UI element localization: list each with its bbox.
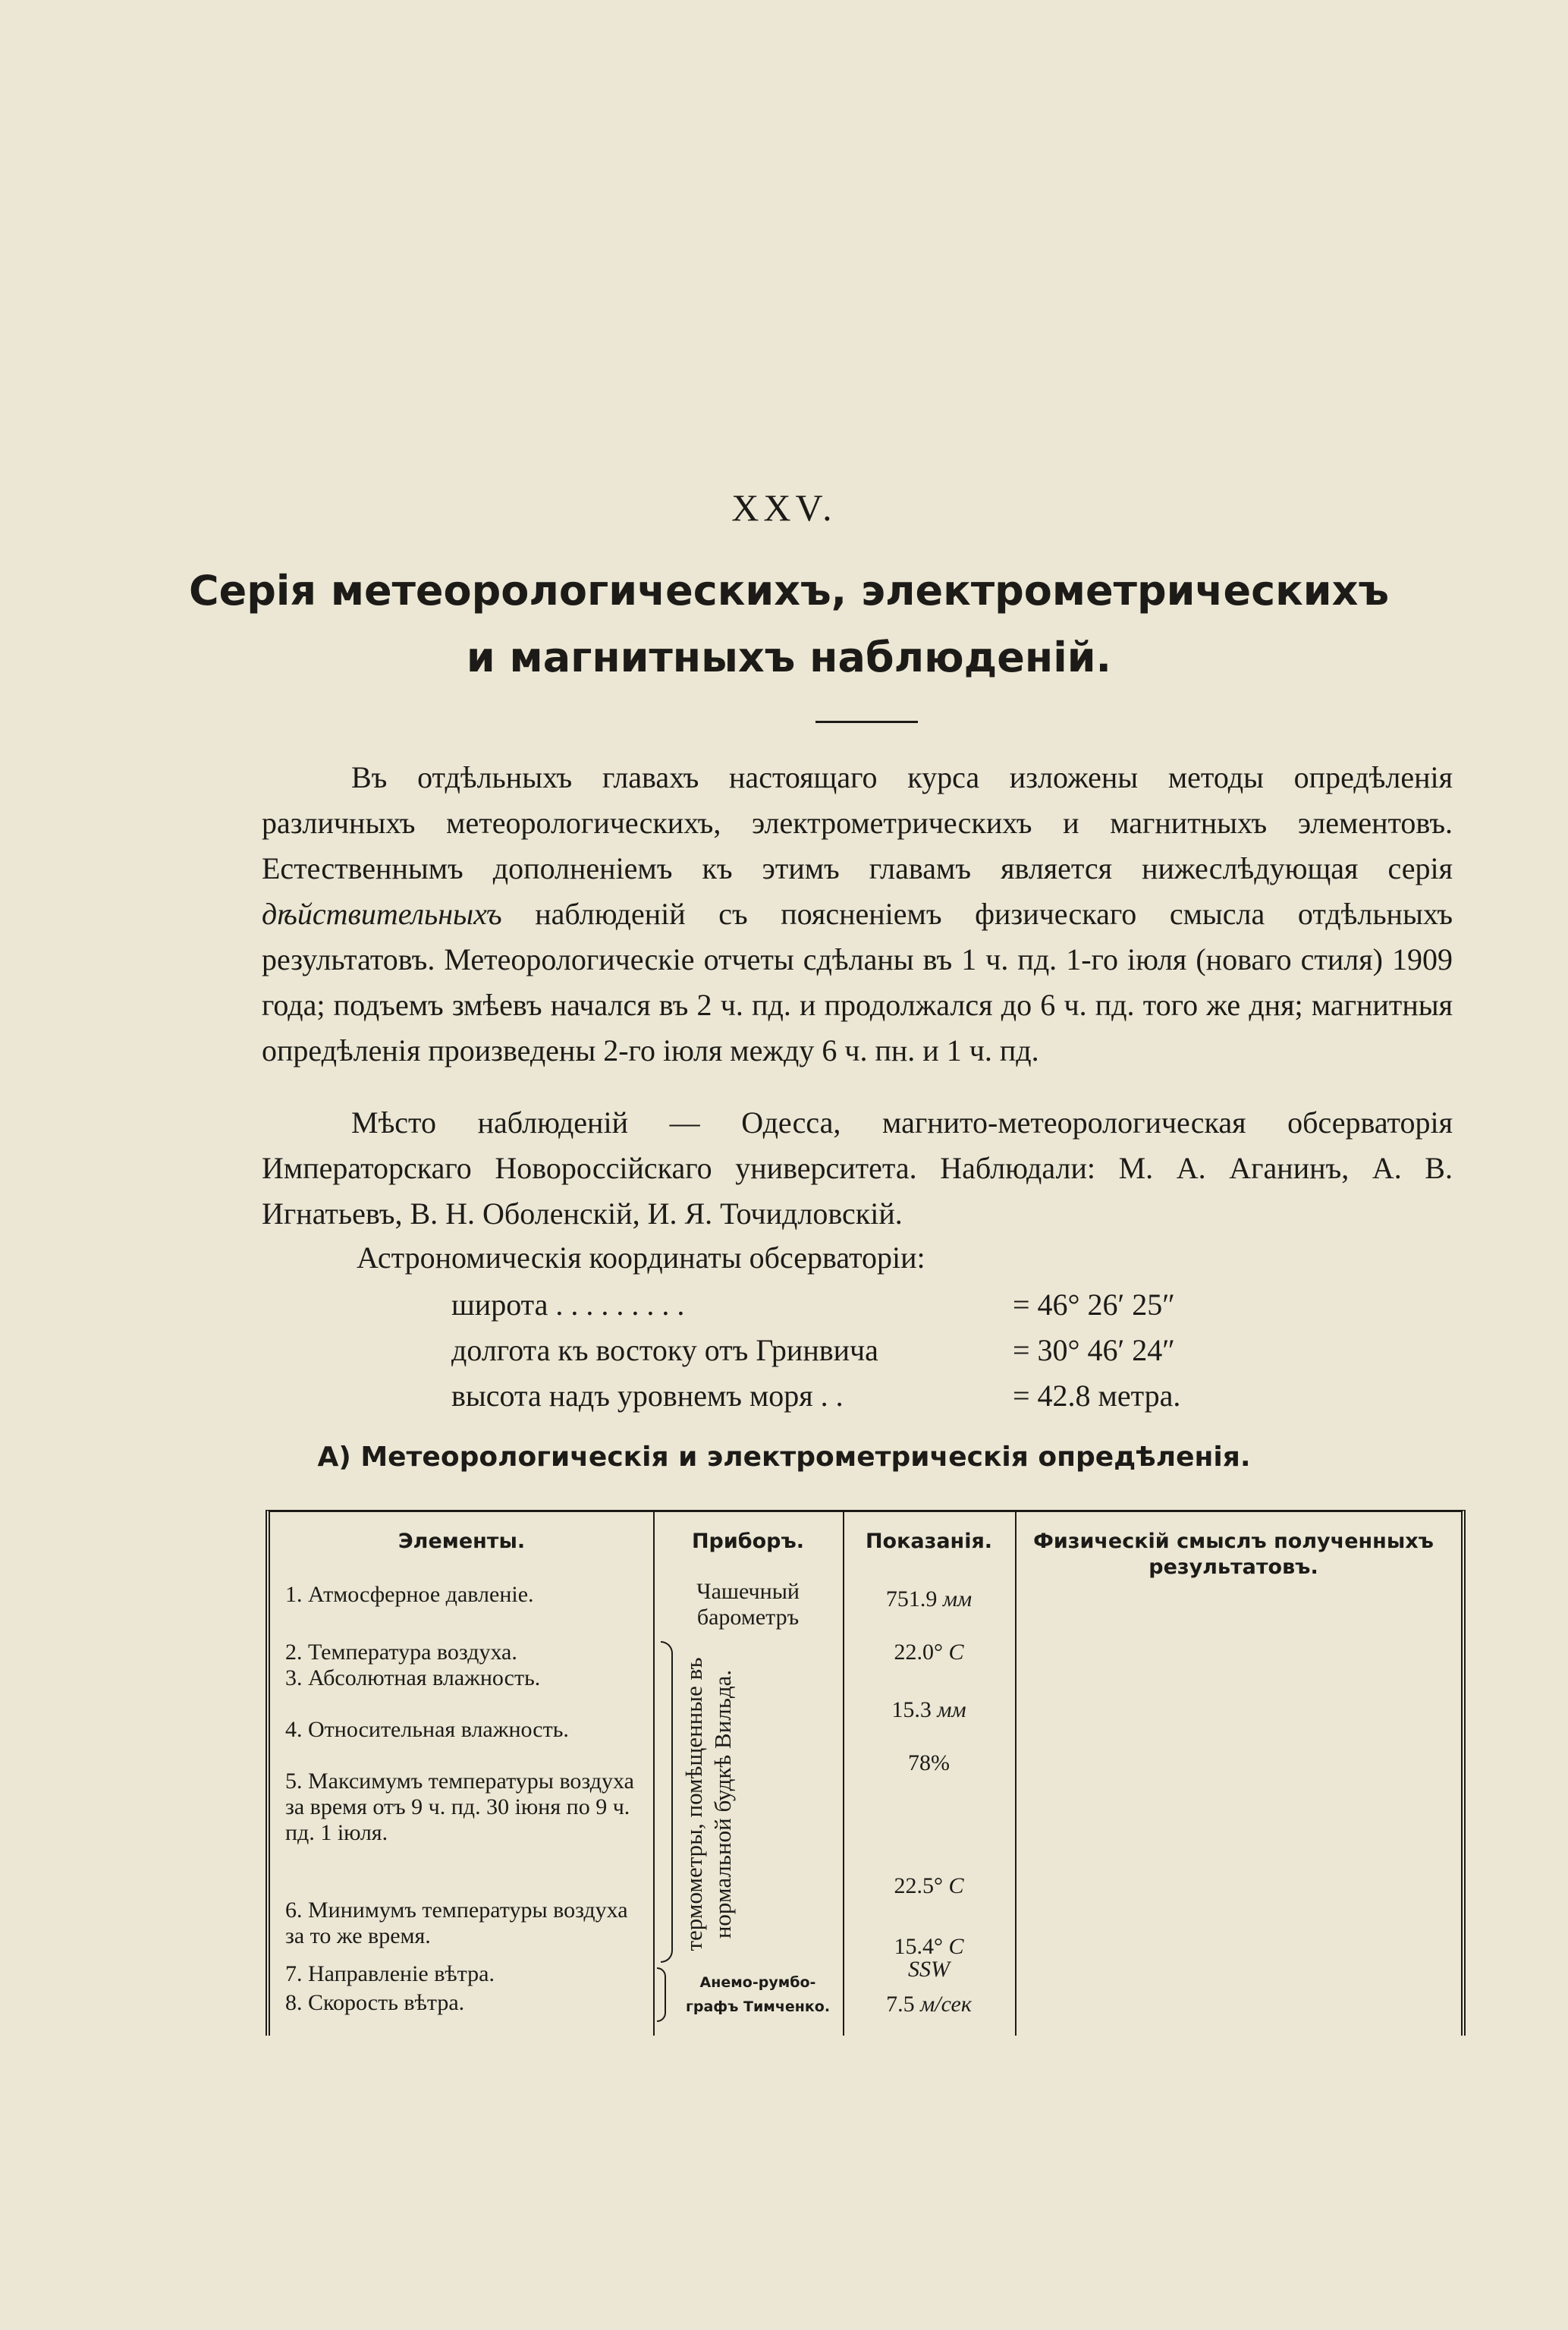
- coordinate-row: [451, 1282, 1180, 1328]
- intro-paragraph-2: Мѣсто наблюденій — Одесса, магнито-метеорологическая обсерваторія Императорскаго Новороссійскаго университета. Наблюдали: М. А. Аганинъ, А. В. Игнатьевъ, В. Н. Оболенскій, И. Я. Точидловскій.: [262, 1105, 1453, 1231]
- coordinate-label: широта . . . . . . . . .: [451, 1288, 685, 1322]
- section-a-heading: А) Метеорологическія и электрометрическія опредѣленія.: [317, 1442, 1251, 1473]
- reading-unit: мм: [937, 1697, 966, 1722]
- thermometer-brace: [661, 1641, 673, 1963]
- reading-value: 15.4°: [894, 1934, 943, 1959]
- coordinate-value: = 46° 26′ 25″: [1013, 1288, 1175, 1322]
- coordinate-value: = 30° 46′ 24″: [1013, 1333, 1175, 1367]
- device-anemometer-line-1: Анемо-румбо-: [699, 1974, 816, 1991]
- intro-emphasis: дѣйствительныхъ: [262, 897, 502, 931]
- element-cell: 3. Абсолютная влажность.: [285, 1665, 541, 1690]
- header-device: Приборъ.: [691, 1530, 805, 1553]
- page-title: [182, 558, 1396, 691]
- element-cell: 8. Скорость вѣтра.: [285, 1990, 465, 2015]
- element-cell: 2. Температура воздуха.: [285, 1640, 517, 1665]
- element-cell: 1. Атмосферное давленіе.: [285, 1582, 534, 1607]
- column-divider: [1015, 1512, 1017, 2036]
- intro-text-start: Въ отдѣльныхъ главахъ настоящаго курса изложены методы опредѣленія различныхъ метеорологическихъ, электрометрическихъ и магнитныхъ элементовъ. Естественнымъ дополненіемъ къ этимъ главамъ является нижеслѣдующая серія: [262, 760, 1453, 885]
- observations-table: [266, 1510, 1466, 2036]
- header-physical-meaning: Физическій смыслъ полученныхъ результатовъ.: [1033, 1530, 1434, 1579]
- reading-unit: мм: [942, 1586, 973, 1612]
- reading-value: 22.5°: [894, 1873, 943, 1898]
- reading-cell: [843, 1697, 1015, 1723]
- element-cell: 4. Относительная влажность.: [285, 1717, 569, 1742]
- anemometer-brace: [657, 1967, 666, 2022]
- header-readings: Показанія.: [865, 1530, 993, 1553]
- coordinates-heading: Астрономическія координаты обсерваторіи:: [357, 1240, 925, 1275]
- intro-text-end: наблюденій съ поясненіемъ физическаго смысла отдѣльныхъ результатовъ. Метеорологическіе отчеты сдѣланы въ 1 ч. пд. 1-го іюля (новаго стиля) 1909 года; подъемъ змѣевъ начался въ 2 ч. пд. и продолжался до 6 ч. пд. того же дня; магнитныя опредѣленія произведены 2-го іюля между 6 ч. пн. и 1 ч. пд.: [262, 897, 1453, 1068]
- reading-cell: [843, 1992, 1015, 2017]
- title-divider: [815, 721, 918, 723]
- reading-unit: C: [948, 1640, 964, 1665]
- device-thermometers: термометры, помѣщенные въ нормальной будкѣ Вильда.: [680, 1657, 736, 1951]
- coordinate-value: = 42.8 метра.: [1013, 1379, 1181, 1413]
- coordinate-row: [451, 1328, 1180, 1373]
- device-anemometer: [671, 1970, 845, 2019]
- reading-unit: м/сек: [920, 1992, 972, 2017]
- reading-value: SSW: [908, 1957, 950, 1982]
- reading-value: 78%: [908, 1750, 950, 1775]
- element-cell: 5. Максимумъ температуры воздуха за время отъ 9 ч. пд. 30 іюня по 9 ч. пд. 1 іюля.: [285, 1769, 634, 1845]
- element-cell: 7. Направленіе вѣтра.: [285, 1961, 495, 1986]
- coordinate-label: долгота къ востоку отъ Гринвича: [451, 1333, 878, 1367]
- chapter-number: XXV.: [731, 486, 837, 529]
- reading-cell: [843, 1750, 1015, 1776]
- reading-cell: [843, 1586, 1015, 1612]
- title-line-1: Серія метеорологическихъ, электрометрическихъ: [188, 567, 1390, 615]
- title-line-2: и магнитныхъ наблюденій.: [466, 634, 1112, 681]
- element-cell: 6. Минимумъ температуры воздуха за то же время.: [285, 1898, 628, 1948]
- device-barometer: Чашечный барометръ: [696, 1579, 800, 1630]
- coordinate-row: [451, 1373, 1180, 1419]
- reading-unit: C: [948, 1873, 964, 1898]
- reading-unit: C: [948, 1934, 964, 1959]
- reading-cell: [843, 1957, 1015, 1983]
- coordinate-label: высота надъ уровнемъ моря . .: [451, 1379, 844, 1413]
- reading-cell: [843, 1640, 1015, 1665]
- reading-cell: [843, 1934, 1015, 1960]
- reading-cell: [843, 1873, 1015, 1899]
- reading-value: 15.3: [891, 1697, 932, 1722]
- device-anemometer-line-2: графъ Тимченко.: [685, 1998, 831, 2015]
- header-elements: Элементы.: [397, 1530, 526, 1553]
- reading-value: 7.5: [886, 1992, 915, 2017]
- reading-value: 751.9: [885, 1586, 938, 1612]
- intro-paragraph-1: [262, 755, 1453, 1074]
- coordinates-list: [451, 1282, 1180, 1419]
- reading-value: 22.0°: [894, 1640, 943, 1665]
